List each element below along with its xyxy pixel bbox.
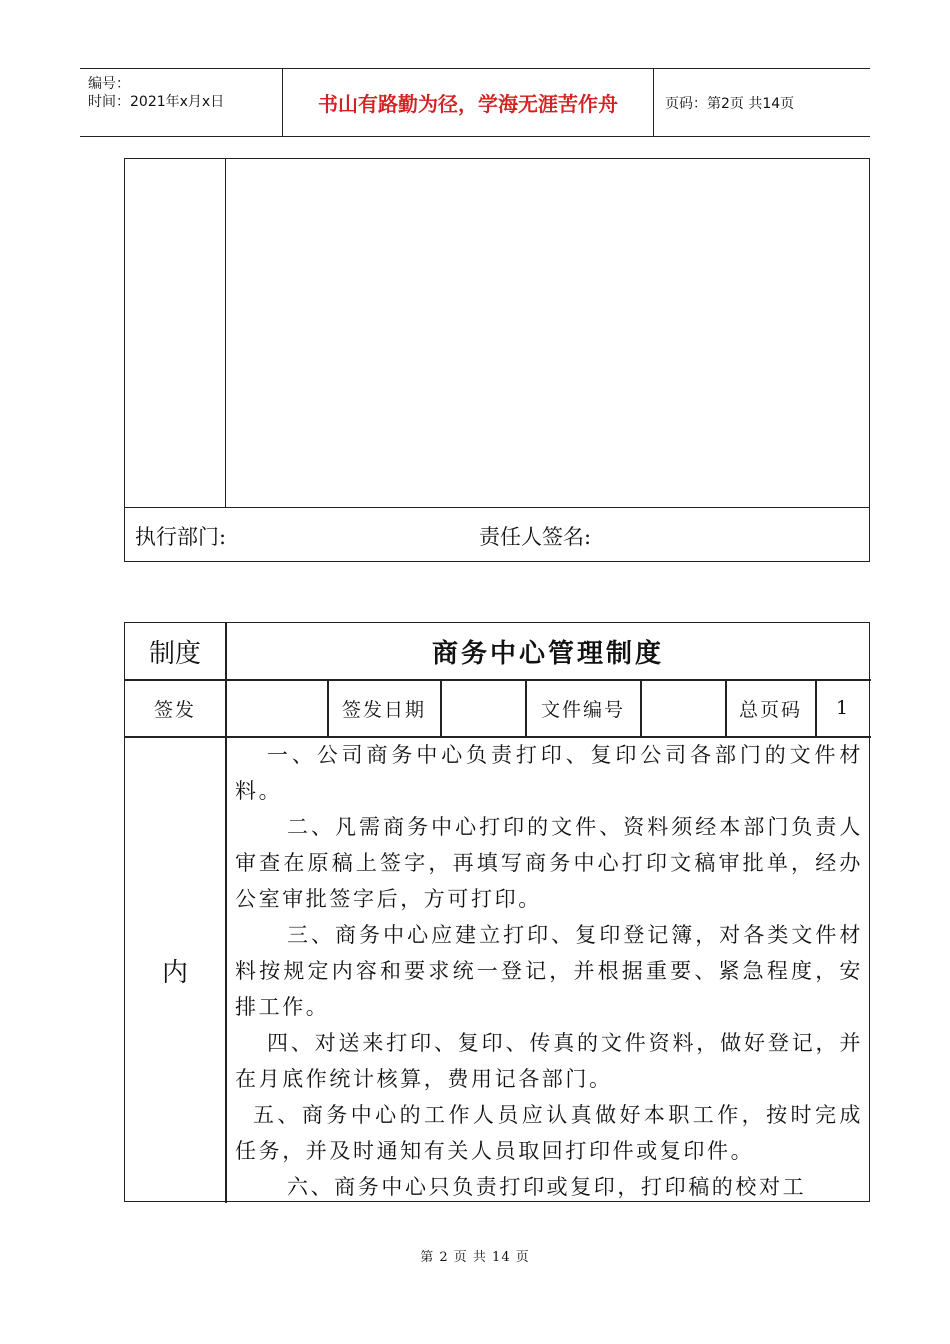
issuer-label: 签发 xyxy=(153,698,196,721)
type-label: 制度 xyxy=(148,638,201,669)
number-label: 编号： xyxy=(88,76,130,92)
form-table-top xyxy=(124,158,870,562)
issuer-value xyxy=(226,680,327,736)
doc-no-label: 文件编号 xyxy=(540,698,625,721)
page-footer: 第 2 页 共 14 页 xyxy=(420,1250,530,1265)
divider xyxy=(125,507,869,508)
clause-paragraph: 二、凡需商务中心打印的文件、资料须经本部门负责人审查在原稿上签字，再填写商务中心打印文稿审批单，经办公室审批签字后，方可打印。 xyxy=(235,815,863,911)
header-motto: 书山有路勤为径，学海无涯苦作舟 xyxy=(283,69,654,136)
page-header xyxy=(80,68,870,137)
issue-date-label: 签发日期 xyxy=(341,698,426,721)
content-label: 内 xyxy=(161,957,188,988)
responsible-sign-label: 责任人签名: xyxy=(479,525,592,549)
total-pages-label: 总页码 xyxy=(738,698,802,721)
issue-date-value xyxy=(441,680,525,736)
header-meta-cell xyxy=(80,69,283,136)
clause-paragraph: 三、商务中心应建立打印、复印登记簿，对各类文件材料按规定内容和要求统一登记，并根据重要、紧急程度，安排工作。 xyxy=(235,923,863,1019)
regulation-body xyxy=(235,737,863,1199)
exec-dept-label: 执行部门: xyxy=(135,525,227,549)
regulation-table xyxy=(124,622,870,1202)
clause-paragraph: 六、商务中心只负责打印或复印，打印稿的校对工 xyxy=(287,1175,807,1199)
doc-no-value xyxy=(641,680,725,736)
time-label: 时间：2021年x月x日 xyxy=(88,94,225,110)
regulation-title: 商务中心管理制度 xyxy=(431,638,664,669)
divider xyxy=(225,159,226,507)
clause-paragraph: 五、商务中心的工作人员应认真做好本职工作，按时完成任务，并及时通知有关人员取回打印件或复印件。 xyxy=(235,1103,863,1163)
clause-paragraph: 四、对送来打印、复印、传真的文件资料，做好登记，并在月底作统计核算，费用记各部门。 xyxy=(235,1031,863,1091)
header-page-info: 页码：第2页 共14页 xyxy=(665,95,795,112)
total-pages-value: 1 xyxy=(835,697,851,719)
clause-paragraph: 一、公司商务中心负责打印、复印公司各部门的文件材料。 xyxy=(235,743,863,803)
